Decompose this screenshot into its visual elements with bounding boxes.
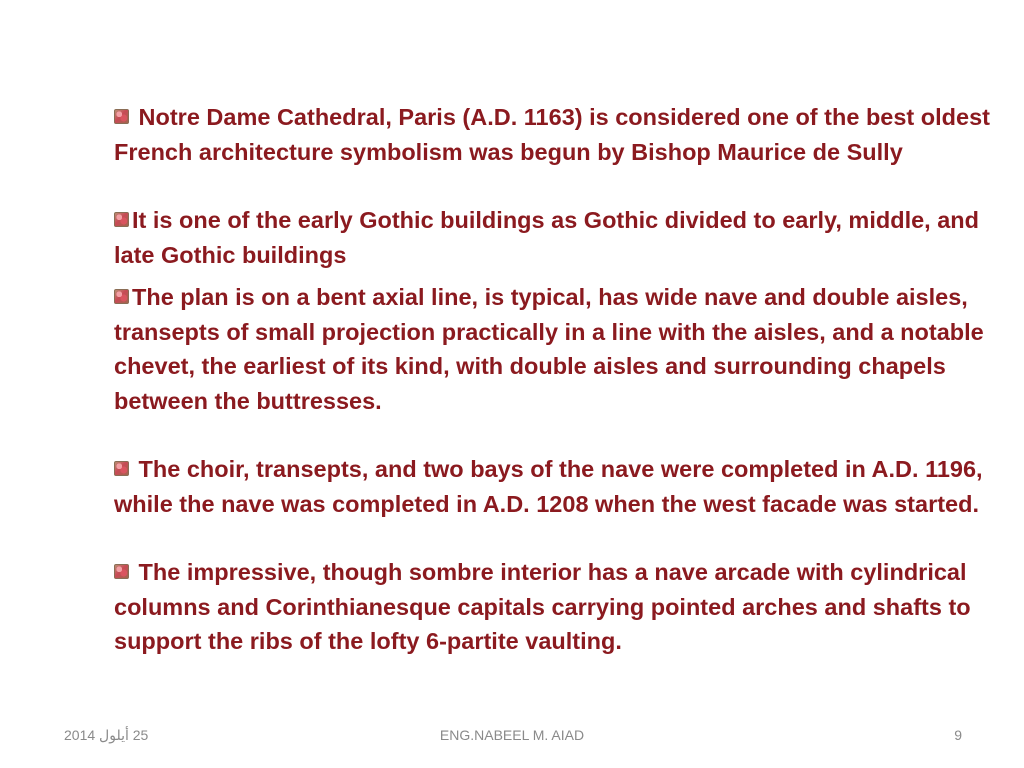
paragraph-text: The plan is on a bent axial line, is typical, has wide nave and double aisles, transepts of small projection practically in a line with the aisles, and a notable chevet, the earliest of its kind, with double aisles and surrounding chapels between the buttresses.	[114, 284, 984, 414]
paragraph-text: The impressive, though sombre interior has a nave arcade with cylindrical columns and Corinthianesque capitals carrying pointed arches and shafts to support the ribs of the lofty 6-partite vaulting.	[114, 559, 971, 654]
flower-bullet-icon	[114, 461, 129, 476]
flower-bullet-icon	[114, 289, 129, 304]
paragraph-text: It is one of the early Gothic buildings as Gothic divided to early, middle, and late Gothic buildings	[114, 207, 979, 268]
paragraph-text: The choir, transepts, and two bays of the nave were completed in A.D. 1196, while the nave was completed in A.D. 1208 when the west facade was started.	[114, 456, 983, 517]
footer-date: 25 أيلول 2014	[64, 727, 149, 743]
flower-bullet-icon	[114, 212, 129, 227]
slide-body	[114, 100, 1019, 659]
paragraph-gothic-periods	[114, 203, 1019, 272]
paragraph-text: Notre Dame Cathedral, Paris (A.D. 1163) is considered one of the best oldest French architecture symbolism was begun by Bishop Maurice de Sully	[114, 104, 990, 165]
page-number: 9	[954, 727, 962, 743]
footer-author: ENG.NABEEL M. AIAD	[439, 727, 585, 743]
paragraph-choir	[114, 452, 1019, 521]
paragraph-interior	[114, 555, 1019, 659]
flower-bullet-icon	[114, 109, 129, 124]
paragraph-notre-dame-intro	[114, 100, 1019, 169]
paragraph-plan	[114, 280, 1019, 418]
flower-bullet-icon	[114, 564, 129, 579]
